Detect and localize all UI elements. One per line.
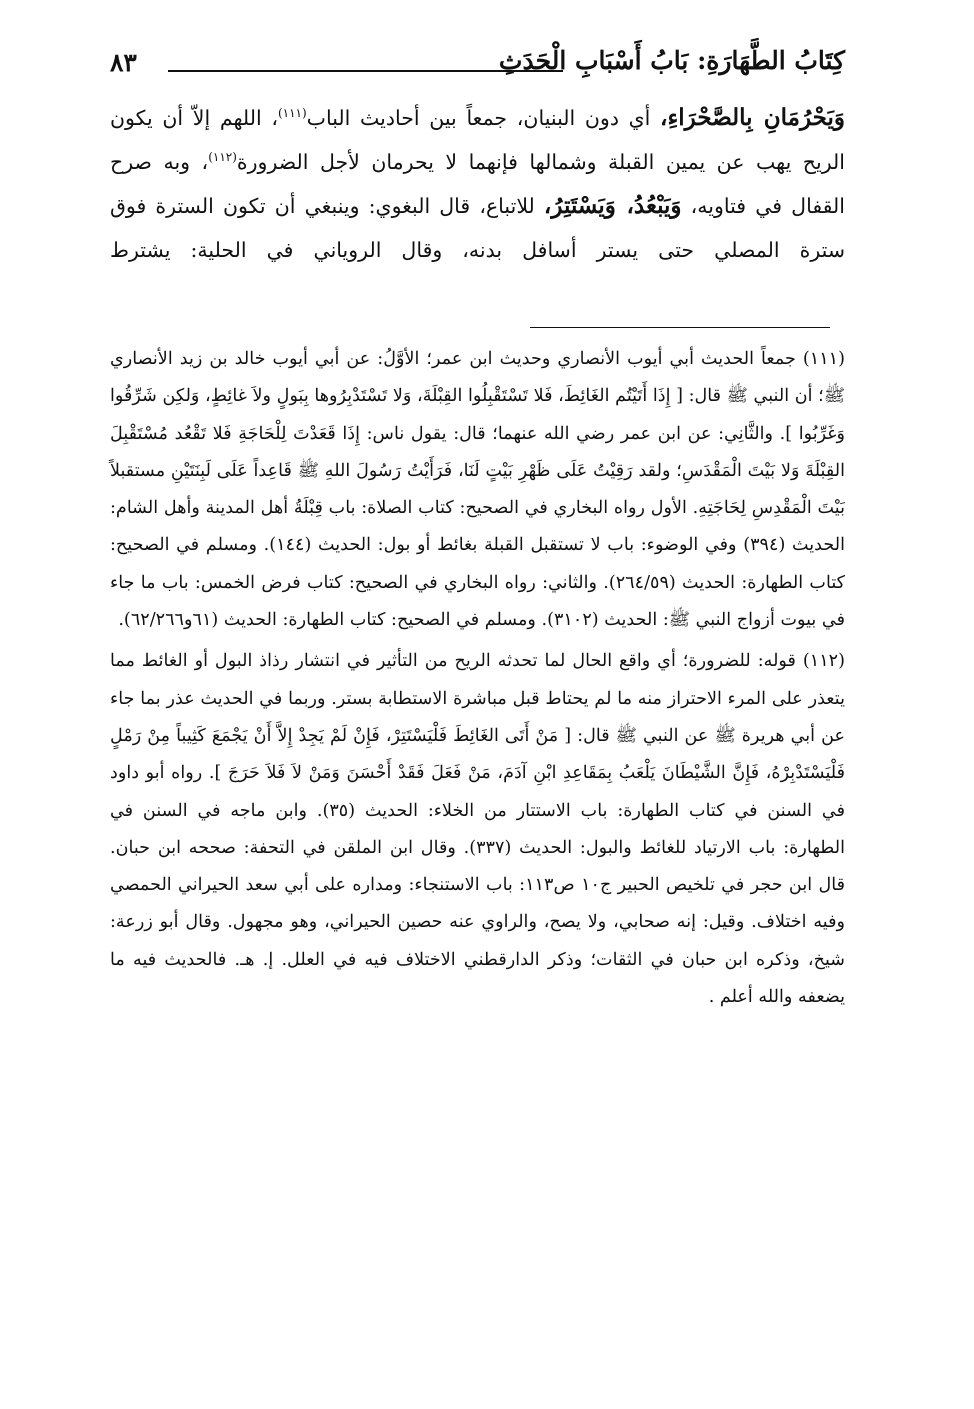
header-rule — [168, 70, 563, 72]
footnote-text: قوله: للضرورة؛ أي واقع الحال لما تحدثه الريح من التأثير في انتشار رذاذ البول أو الغائط مما يتعذر على المرء الاحتراز منه ما لم يحتاط قبل مباشرة الاستطابة بستر. وربما في الحديث عذر بما جاء عن أبي هريرة ﷺ عن النبي ﷺ قال: [ مَنْ أَتَى الغَائِطَ فَلْيَسْتَتِرْ، فَإِنْ لَمْ يَجِدْ إِلاَّ أَنْ يَجْمَعَ كَثِيباً مِنْ رَمْلٍ فَلْيَسْتَدْبِرْهُ، فَإِنَّ الشَّيْطَانَ يَلْعَبُ بِمَقَاعِدِ ابْنِ آدَمَ، مَنْ فَعَلَ فَقَدْ أَحْسَنَ وَمَنْ لاَ فَلاَ حَرَجَ ]. رواه أبو داود في السنن في كتاب الطهارة: باب الاستتار من الخلاء: الحديث (٣٥). وابن ماجه في السنن في الطهارة: باب الارتياد للغائط والبول: الحديث (٣٣٧). وقال ابن الملقن في التحفة: صححه ابن حبان. قال ابن حجر في تلخيص الحبير ج١٠ ص١١٣: باب الاستنجاء: ومداره على أبي سعد الحيراني الحمصي وفيه اختلاف. وقيل: إنه صحابي، ولا يصح، والراوي عنه حصين الحيراني، وهو مجهول. وقال أبو زرعة: شيخ، وذكره ابن حبان في الثقات؛ وذكر الدارقطني الاختلاف فيه في العلل. إ. هـ. فالحديث فيه ما يضعفه والله أعلم . — [110, 651, 845, 1008]
footnotes — [110, 341, 845, 1020]
running-header — [110, 40, 845, 86]
footnote-112 — [110, 643, 845, 1016]
footnote-separator — [530, 327, 830, 328]
main-paragraph — [110, 96, 845, 272]
main-text-segment-4: للاتباع، قال البغوي: وينبغي أن تكون السترة فوق سترة المصلي حتى يستر أسافل بدنه، وقال الروياني في الحلية: يشترط — [110, 194, 845, 262]
footnote-text: جمعاً الحديث أبي أيوب الأنصاري وحديث ابن عمر؛ الأوَّلُ: عن أبي أيوب خالد بن زيد الأنصاري ﷺ؛ أن النبي ﷺ قال: [ إِذَا أَتَيْتُم الغَائِطَ، فَلا تَسْتَقْبِلُوا القِبْلَةَ، وَلا تَسْتَدْبِرُوها بِبَولٍ ولاَ غائِطٍ، وَلكِن شَرِّقُوا وَغَرِّبُوا ]. والثَّانِي: عن ابن عمر رضي الله عنهما؛ قال: يقول ناس: إِذَا قَعَدْتَ لِلْحَاجَةِ فَلا تَقْعُد مُسْتَقْبِلَ القِبْلَةَ وَلا بَيْتَ الْمَقْدَسِ؛ ولقد رَقِيْتُ عَلَى ظَهْرِ بَيْتٍ لَنَا، فَرَأَيْتُ رَسُولَ اللهِ ﷺ قَاعِداً عَلَى لَبِنَتَيْنِ مستقبلاً بَيْتَ الْمَقْدِسِ لِحَاجَتِهِ. الأول رواه البخاري في الصحيح: كتاب الصلاة: باب قِبْلَةُ أهل المدينة وأهل الشام: الحديث (٣٩٤) وفي الوضوء: باب لا تستقبل القبلة بغائط أو بول: الحديث (١٤٤). ومسلم في الصحيح: كتاب الطهارة: الحديث (٢٦٤/٥٩). والثاني: رواه البخاري في الصحيح: كتاب فرض الخمس: باب ما جاء في بيوت أزواج النبي ﷺ: الحديث (٣١٠٢). ومسلم في الصحيح: كتاب الطهارة: الحديث (٦١و٦٢/٢٦٦). — [110, 349, 846, 631]
footnote-number: (١١١) — [802, 349, 846, 369]
main-text-segment-3: ، وبه صرح القفال في فتاويه، — [110, 149, 845, 218]
footnote-ref-111[interactable]: (١١١) — [277, 106, 307, 121]
bold-term-2: وَيَبْعُدُ، وَيَسْتَتِرُ، — [543, 192, 682, 219]
footnote-number: (١١٢) — [802, 651, 846, 672]
chapter-title: كِتَابُ الطَّهَارَةِ: بَابُ أَسْبَابِ الْحَدَثِ — [498, 46, 845, 75]
bold-term-1: وَيَحْرُمَانِ بِالصَّحْرَاءِ، — [660, 104, 846, 131]
page-number: ٨٣ — [110, 48, 137, 77]
main-text — [110, 96, 845, 272]
main-text-segment-2: ، اللهم إلاّ أن يكون الريح يهب عن يمين القبلة وشمالها فإنهما لا يحرمان لأجل الضرورة — [110, 106, 845, 174]
main-text-segment-1: أي دون البنيان، جمعاً بين أحاديث الباب — [306, 106, 661, 130]
footnote-ref-112[interactable]: (١١٢) — [208, 149, 237, 164]
footnote-111 — [110, 341, 845, 639]
